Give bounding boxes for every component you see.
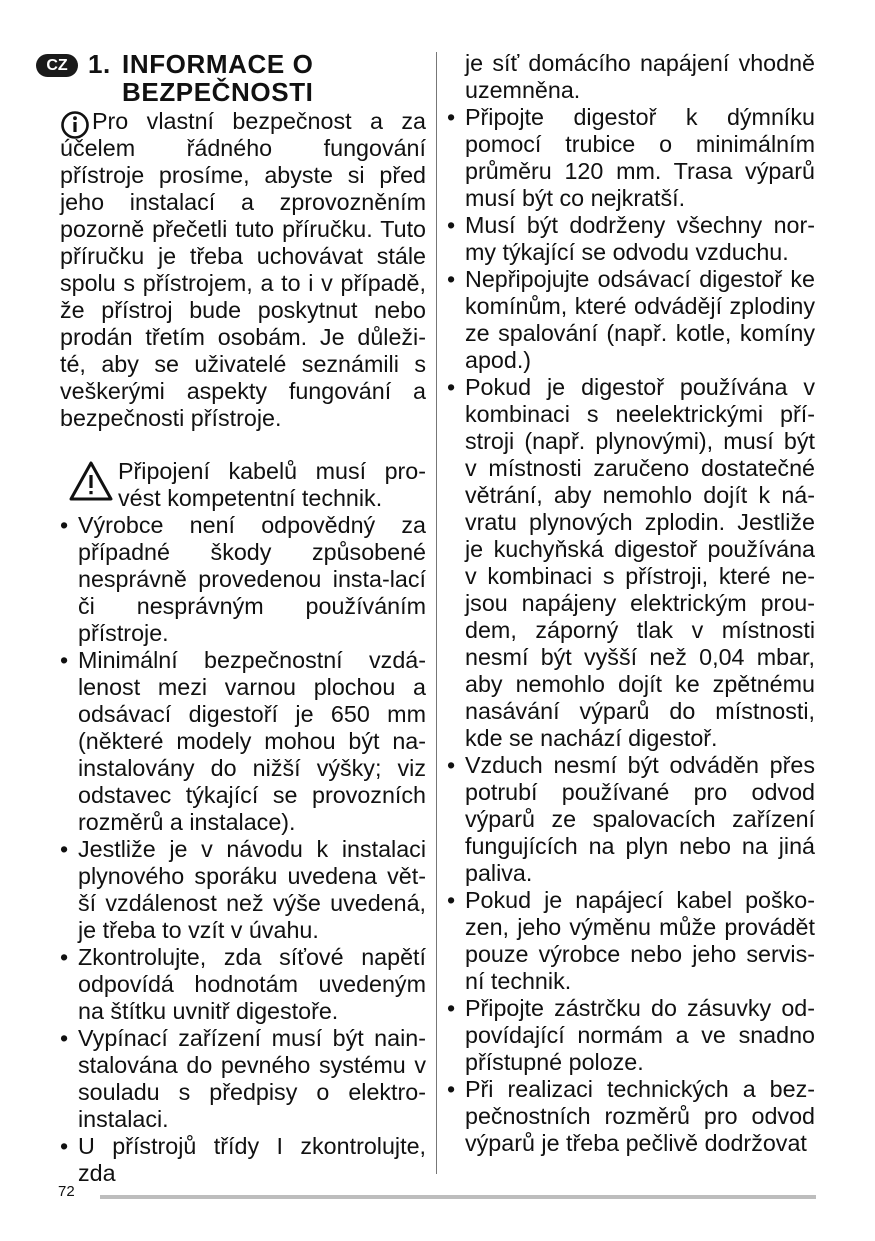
intro-text: Pro vlastní bezpečnost a za účelem řádného fungování přístroje prosíme, abyste si před jeho instalací a zprovozněním pozorně přečetli tuto příručku. Tuto příručku je třeba uchovávat stále spolu s přístrojem, a to i v případě, že přístroj bude poskytnut nebo prodán třetím osobám. Je důleži-té, aby se uživatelé seznámili s veškerými aspekty fungování a bezpečnosti přístroje.	[60, 108, 426, 431]
heading-line-2: BEZPEČNOSTI	[122, 77, 314, 107]
language-badge: CZ	[36, 54, 78, 77]
section-heading	[46, 49, 426, 107]
list-item: • Pokud je napájecí kabel poško-zen, jeho výměnu může provádět pouze výrobce nebo jeho servis-ní technik.	[447, 887, 815, 995]
list-item: • Při realizaci technických a bez-pečnostních rozměrů pro odvod výparů je třeba pečlivě dodržovat	[447, 1076, 815, 1157]
column-divider	[436, 52, 437, 1174]
right-column	[447, 50, 815, 1157]
page-number: 72	[58, 1183, 75, 1200]
continued-text: je síť domácího napájení vhodně uzemněna.	[465, 50, 815, 103]
footer-rule	[100, 1195, 816, 1199]
left-column	[46, 49, 426, 1187]
warning-icon	[68, 460, 114, 502]
list-item: • Vzduch nesmí být odváděn přes potrubí používané pro odvod výparů ze spalovacích zařízení fungujících na plyn nebo na jiná paliva.	[447, 752, 815, 887]
info-icon	[60, 110, 90, 140]
warning-block	[60, 458, 426, 512]
list-item: • Minimální bezpečnostní vzdá-lenost mezi varnou plochou a odsávací digestoří je 650 mm (některé modely mohou být na-instalovány do nižší výšky; viz odstavec týkající se provozních rozměrů a instalace).	[60, 647, 426, 836]
list-item: • Pokud je digestoř používána v kombinaci s neelektrickými pří-stroji (např. plynovými), musí být v místnosti zaručeno dostatečné větrání, aby nemohlo dojít k ná-vratu plynových zplodin. Jestliže je kuchyňská digestoř používána v kombinaci s přístroji, které ne-jsou napájeny elektrickým prou-dem, záporný tlak v místnosti nesmí být vyšší než 0,04 mbar, aby nemohlo dojít ke zpětnému nasávání výparů do místnosti, kde se nachází digestoř.	[447, 374, 815, 752]
list-item: • Výrobce není odpovědný za případné škody způsobené nesprávně provedenou insta-lací či nesprávným používáním přístroje.	[60, 512, 426, 647]
list-item: • U přístrojů třídy I zkontrolujte, zda	[60, 1133, 426, 1187]
warning-text: Připojení kabelů musí pro-vést kompetentní technik.	[118, 458, 426, 511]
heading-line-1: INFORMACE O	[122, 49, 314, 79]
right-bullet-list	[447, 104, 815, 1157]
list-item: • Nepřipojujte odsávací digestoř ke komínům, které odvádějí zplodiny ze spalování (např. kotle, komíny apod.)	[447, 266, 815, 374]
list-item: • Připojte zástrčku do zásuvky od-povídající normám a ve snadno přístupné poloze.	[447, 995, 815, 1076]
list-item: • Vypínací zařízení musí být nain-stalována do pevného systému v souladu s předpisy o elektro-instalaci.	[60, 1025, 426, 1133]
section-number: 1.	[88, 49, 111, 79]
left-bullet-list	[60, 512, 426, 1187]
intro-block	[60, 108, 426, 432]
list-item: • Připojte digestoř k dýmníku pomocí trubice o minimálním průměru 120 mm. Trasa výparů musí být co nejkratší.	[447, 104, 815, 212]
list-item: • Jestliže je v návodu k instalaci plynového sporáku uvedena vět-ší vzdálenost než výše uvedená, je třeba to vzít v úvahu.	[60, 836, 426, 944]
list-item: • Zkontrolujte, zda síťové napětí odpovídá hodnotám uvedeným na štítku uvnitř digestoře.	[60, 944, 426, 1025]
list-item: • Musí být dodrženy všechny nor-my týkající se odvodu vzduchu.	[447, 212, 815, 266]
